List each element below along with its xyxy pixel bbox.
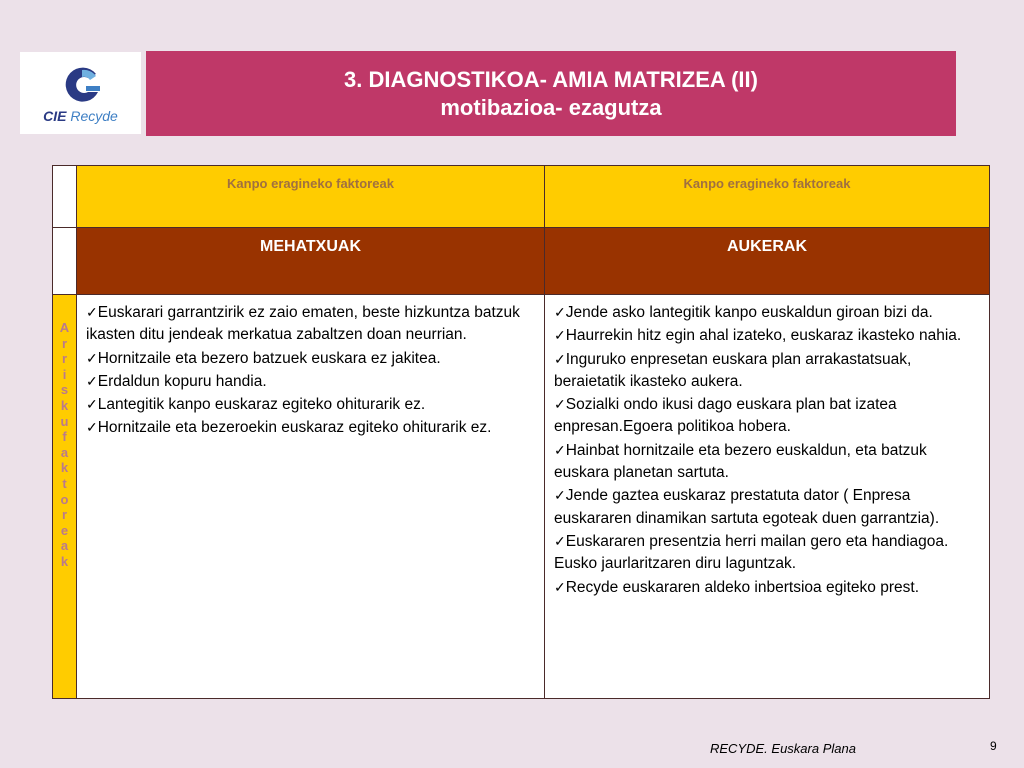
threats-list: [77, 295, 545, 699]
swot-matrix-table: [52, 165, 990, 699]
footer-text: RECYDE. Euskara Plana: [710, 741, 856, 756]
checkmark-icon: ✓: [86, 304, 98, 320]
list-item: ✓Euskarari garrantzirik ez zaio ematen, beste hizkuntza batzuk ikasten ditu jendeak merkatua zabaltzen doan neurrian.: [86, 304, 520, 344]
checkmark-icon: ✓: [554, 304, 566, 320]
checkmark-icon: ✓: [86, 349, 98, 366]
list-item: ✓Inguruko enpresetan euskara plan arrakastatsuak, beraietatik ikasteko aukera.: [554, 350, 912, 390]
list-item: ✓Haurrekin hitz egin ahal izateko, euskaraz ikasteko nahia.: [554, 327, 962, 345]
body-row: [53, 295, 990, 699]
checkmark-icon: ✓: [554, 532, 566, 549]
page-number: 9: [990, 739, 997, 753]
checkmark-icon: ✓: [86, 396, 98, 413]
logo-cie: CIE: [43, 108, 67, 124]
page-subtitle: motibazioa- ezagutza: [440, 95, 662, 120]
logo-recyde: Recyde: [70, 108, 118, 124]
side-label-arriskufaktoreak: A r r i s k u f a k t o r e a k: [53, 295, 77, 699]
header-threats: MEHATXUAK: [77, 228, 545, 295]
title-bar: [146, 51, 956, 136]
checkmark-icon: ✓: [554, 441, 566, 458]
list-item: ✓Jende gaztea euskaraz prestatuta dator ( Enpresa euskararen dinamikan sartuta egoteak duen garrantzia).: [554, 487, 940, 527]
list-item: ✓Lantegitik kanpo euskaraz egiteko ohiturarik ez.: [86, 396, 426, 414]
list-item: ✓Euskararen presentzia herri mailan gero eta handiagoa. Eusko jaurlaritzaren diru laguntzak.: [554, 532, 949, 573]
list-item: ✓Jende asko lantegitik kanpo euskaldun giroan bizi da.: [554, 304, 933, 321]
list-item: ✓Recyde euskararen aldeko inbertsioa egiteko prest.: [554, 578, 919, 596]
header-row-categories: [53, 228, 990, 295]
logo-text: [20, 108, 141, 124]
corner-cell: [53, 228, 77, 295]
checkmark-icon: ✓: [86, 372, 98, 389]
header-row-factors: [53, 166, 990, 228]
list-item: ✓Erdaldun kopuru handia.: [86, 372, 267, 390]
list-item: ✓Hainbat hornitzaile eta bezero euskaldun, eta batzuk euskara planetan sartuta.: [554, 441, 927, 482]
checkmark-icon: ✓: [554, 350, 566, 367]
page-title: 3. DIAGNOSTIKOA- AMIA MATRIZEA (II): [344, 67, 758, 92]
header-factors-col2: Kanpo eragineko faktoreak: [545, 166, 990, 228]
checkmark-icon: ✓: [554, 327, 566, 344]
checkmark-icon: ✓: [554, 396, 566, 413]
checkmark-icon: ✓: [554, 578, 566, 595]
list-item: ✓Sozialki ondo ikusi dago euskara plan bat izatea enpresan.Egoera politikoa hobera.: [554, 396, 897, 436]
header-opportunities: AUKERAK: [545, 228, 990, 295]
logo: [20, 52, 141, 134]
checkmark-icon: ✓: [554, 487, 566, 504]
list-item: ✓Hornitzaile eta bezeroekin euskaraz egiteko ohiturarik ez.: [86, 419, 492, 437]
opportunities-list: [545, 295, 990, 699]
list-item: ✓Hornitzaile eta bezero batzuek euskara ez jakitea.: [86, 349, 441, 367]
checkmark-icon: ✓: [86, 419, 98, 436]
corner-cell: [53, 166, 77, 228]
cie-recyde-logo-icon: [60, 62, 104, 108]
header-factors-col1: Kanpo eragineko faktoreak: [77, 166, 545, 228]
